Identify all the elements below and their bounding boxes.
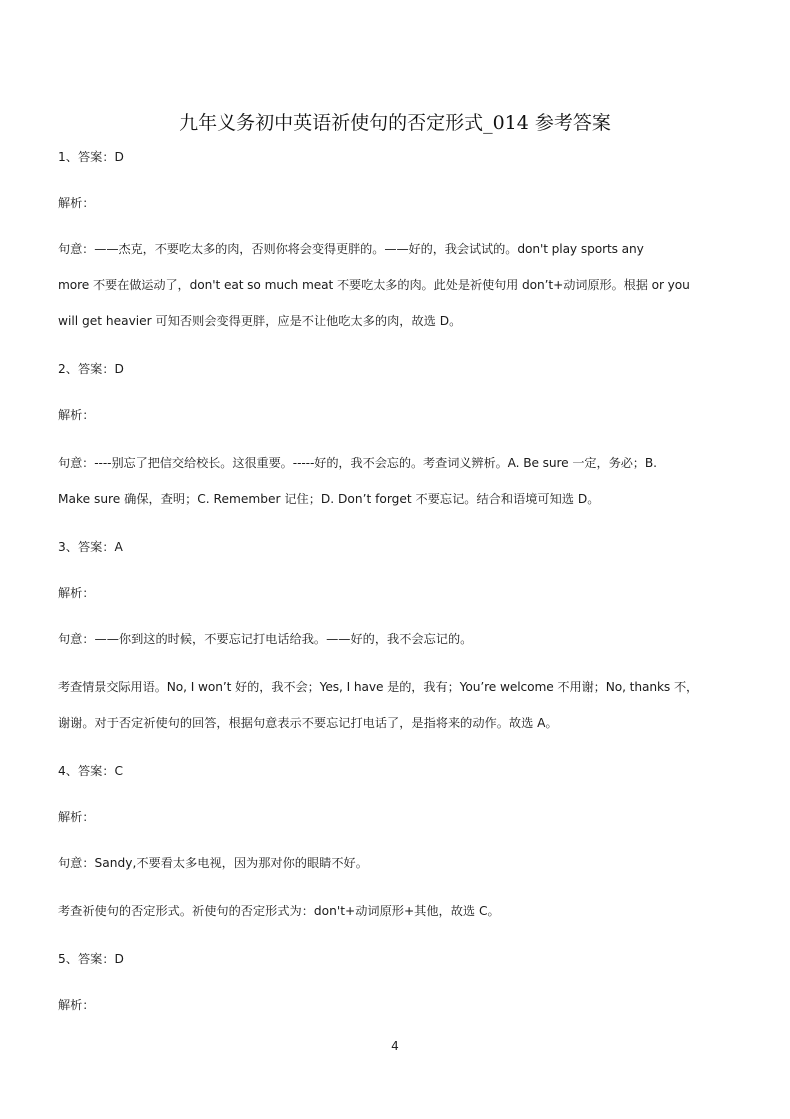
- answer-3-line-2: 考查情景交际用语。No, I won’t 好的，我不会；Yes, I have 是的，我有；You’re welcome 不用谢；No, thanks 不，: [58, 680, 699, 694]
- answer-2-header: 2、答案：D: [58, 362, 124, 376]
- answer-2-line-1: 句意：----别忘了把信交给校长。这很重要。-----好的，我不会忘的。考查词义辨析。A. Be sure 一定，务必；B.: [58, 456, 657, 470]
- answer-3-header: 3、答案：A: [58, 540, 123, 554]
- answer-3-analysis-label: 解析：: [58, 586, 95, 600]
- answer-1-line-2: more 不要在做运动了，don't eat so much meat 不要吃太多的肉。此处是祈使句用 don’t+动词原形。根据 or you: [58, 278, 690, 292]
- answer-5-analysis-label: 解析：: [58, 998, 95, 1012]
- answer-1-header: 1、答案：D: [58, 150, 124, 164]
- answer-4-analysis-label: 解析：: [58, 810, 95, 824]
- answer-3-line-3: 谢谢。对于否定祈使句的回答，根据句意表示不要忘记打电话了，是指将来的动作。故选 A。: [58, 716, 558, 730]
- answer-5-header: 5、答案：D: [58, 952, 124, 966]
- answer-3-line-1: 句意：——你到这的时候，不要忘记打电话给我。——好的，我不会忘记的。: [58, 632, 473, 646]
- page-title: 九年义务初中英语祈使句的否定形式_014 参考答案: [179, 112, 611, 134]
- answer-4-line-1: 句意：Sandy,不要看太多电视，因为那对你的眼睛不好。: [58, 856, 368, 870]
- answer-2-analysis-label: 解析：: [58, 408, 95, 422]
- answer-1-line-1: 句意：——杰克，不要吃太多的肉，否则你将会变得更胖的。——好的，我会试试的。don't play sports any: [58, 242, 644, 256]
- answer-2-line-2: Make sure 确保，查明；C. Remember 记住；D. Don’t forget 不要忘记。结合和语境可知选 D。: [58, 492, 600, 506]
- page-number: 4: [391, 1039, 399, 1053]
- answer-4-header: 4、答案：C: [58, 764, 124, 778]
- answer-1-line-3: will get heavier 可知否则会变得更胖，应是不让他吃太多的肉，故选 D。: [58, 314, 462, 328]
- answer-1-analysis-label: 解析：: [58, 196, 95, 210]
- answer-4-line-2: 考查祈使句的否定形式。祈使句的否定形式为：don't+动词原形+其他，故选 C。: [58, 904, 500, 918]
